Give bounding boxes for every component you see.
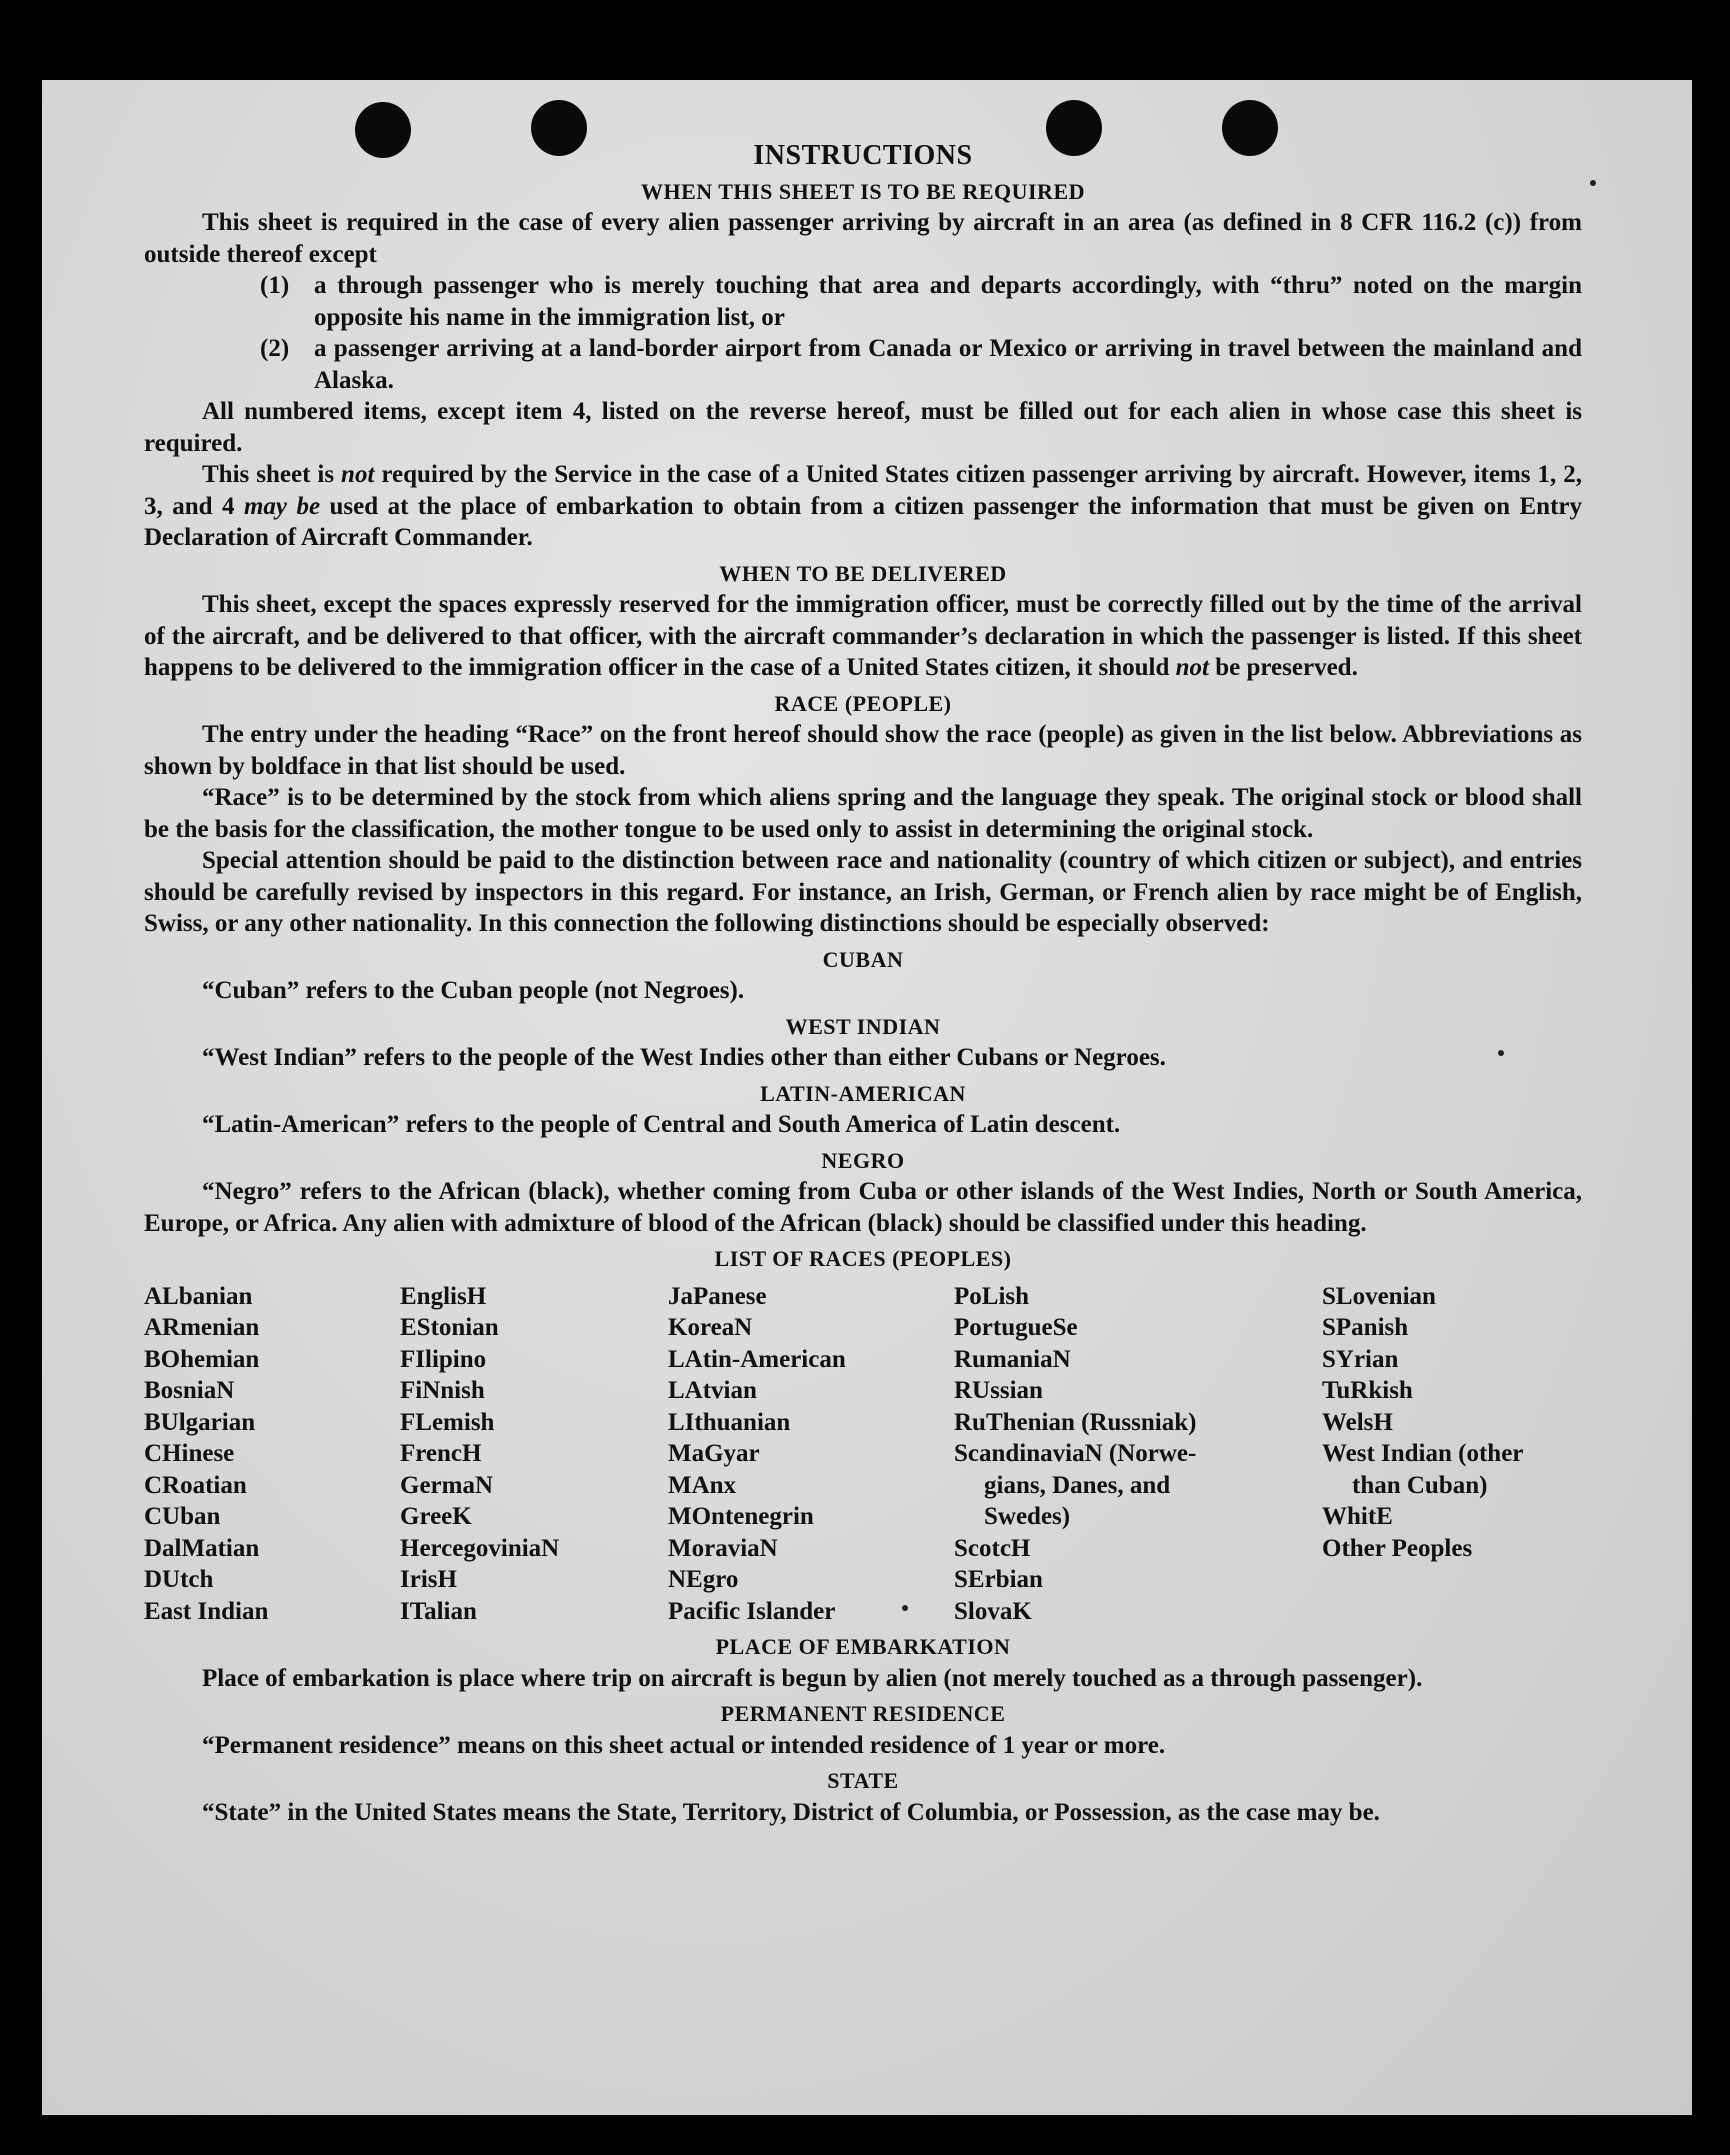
section-heading-race: RACE (PEOPLE) xyxy=(774,690,952,716)
emphasis: not xyxy=(1175,654,1209,681)
race-entry: RumaniaN xyxy=(954,1345,1071,1373)
race-entry: FrencH xyxy=(400,1440,482,1467)
section-heading-state: STATE xyxy=(827,1768,899,1793)
list-item xyxy=(260,333,1582,396)
race-entry: ITalian xyxy=(400,1597,477,1625)
race-entry: RuThenian (Russniak) xyxy=(954,1408,1197,1436)
ink-speck xyxy=(1590,180,1596,186)
section-heading-latin-american: LATIN-AMERICAN xyxy=(760,1080,966,1106)
paragraph: The entry under the heading “Race” on the front hereof should show the race (people) as given in the list below. Abbreviations as shown by boldface in that list should be used. xyxy=(144,721,1582,780)
section-heading-residence: PERMANENT RESIDENCE xyxy=(720,1701,1006,1726)
item-text: a through passenger who is merely touching that area and departs accordingly, with “thru” noted on the margin opposite his name in the immigration list, or xyxy=(314,272,1582,331)
form-sheet xyxy=(42,80,1692,2115)
race-entry: SLovenian xyxy=(1322,1282,1436,1310)
races-column xyxy=(668,1281,954,1628)
paragraph: “Cuban” refers to the Cuban people (not Negroes). xyxy=(202,977,745,1004)
race-entry: TuRkish xyxy=(1322,1377,1413,1404)
race-entry: than Cuban) xyxy=(1352,1471,1488,1499)
race-entry: EnglisH xyxy=(400,1282,487,1310)
race-entry: gians, Danes, and xyxy=(984,1471,1171,1499)
race-entry: East Indian xyxy=(144,1597,269,1625)
race-entry: MAnx xyxy=(668,1471,737,1499)
race-entry: GermaN xyxy=(400,1471,494,1499)
page-title: INSTRUCTIONS xyxy=(753,140,973,171)
paragraph: Special attention should be paid to the distinction between race and nationality (country of which citizen or subject), and entries should be carefully revised by inspectors in this regard. For instance, an Irish, German, or French alien by race might be of English, Swiss, or any other nationality. In this connection the following distinctions should be especially observed: xyxy=(144,847,1582,937)
race-entry: LIthuanian xyxy=(668,1408,791,1436)
races-list xyxy=(144,1281,1582,1628)
race-entry: KoreaN xyxy=(668,1314,753,1341)
races-column xyxy=(400,1281,668,1628)
instructions-content xyxy=(144,140,1582,1828)
item-number: (2) xyxy=(260,335,290,362)
race-entry: GreeK xyxy=(400,1503,472,1530)
race-entry: ARmenian xyxy=(144,1314,260,1341)
paragraph: This sheet is required in the case of every alien passenger arriving by aircraft in an area (as defined in 8 CFR 116.2 (c)) from outside thereof except xyxy=(144,209,1582,268)
race-entry: MoraviaN xyxy=(668,1534,778,1562)
race-entry: SErbian xyxy=(954,1566,1043,1593)
race-entry: DalMatian xyxy=(144,1534,260,1562)
paragraph xyxy=(144,589,1582,684)
text-run: be preserved. xyxy=(1209,654,1358,681)
section-heading-negro: NEGRO xyxy=(821,1147,905,1173)
race-entry: CUban xyxy=(144,1503,221,1530)
section-heading-list-of-races: LIST OF RACES (PEOPLES) xyxy=(714,1246,1012,1271)
race-entry: HercegoviniaN xyxy=(400,1534,560,1562)
paragraph xyxy=(144,459,1582,554)
race-entry: ALbanian xyxy=(144,1282,253,1310)
race-entry: RUssian xyxy=(954,1377,1043,1404)
race-entry: BOhemian xyxy=(144,1345,260,1373)
race-entry: CRoatian xyxy=(144,1471,247,1499)
race-entry: FIlipino xyxy=(400,1345,487,1373)
races-column xyxy=(954,1281,1322,1628)
races-column xyxy=(144,1281,400,1628)
race-entry: PortugueSe xyxy=(954,1314,1078,1341)
race-entry: West Indian (other xyxy=(1322,1440,1524,1467)
section-heading-west-indian: WEST INDIAN xyxy=(785,1013,941,1039)
section-heading-cuban: CUBAN xyxy=(822,946,904,972)
race-entry: MaGyar xyxy=(668,1440,760,1467)
race-entry: PoLish xyxy=(954,1282,1030,1310)
paragraph: “West Indian” refers to the people of the West Indies other than either Cubans or Negroes. xyxy=(202,1044,1166,1071)
text-run: This sheet is xyxy=(202,461,342,488)
race-entry: DUtch xyxy=(144,1566,214,1593)
race-entry: Pacific Islander xyxy=(668,1597,836,1625)
race-entry: MOntenegrin xyxy=(668,1503,814,1530)
race-entry: BosniaN xyxy=(144,1377,235,1404)
race-entry: BUlgarian xyxy=(144,1408,256,1436)
paragraph: “Permanent residence” means on this sheet actual or intended residence of 1 year or more. xyxy=(202,1731,1166,1759)
section-heading-when-delivered: WHEN TO BE DELIVERED xyxy=(719,560,1007,586)
race-entry: JaPanese xyxy=(668,1282,767,1310)
paragraph: “Negro” refers to the African (black), whether coming from Cuba or other islands of the West Indies, North or South America, Europe, or Africa. Any alien with admixture of blood of the African (black) should be classified under this heading. xyxy=(144,1178,1582,1237)
race-entry: WelsH xyxy=(1322,1408,1393,1436)
race-entry: Swedes) xyxy=(984,1503,1071,1530)
race-entry: IrisH xyxy=(400,1566,457,1593)
emphasis: may be xyxy=(243,492,321,520)
race-entry: WhitE xyxy=(1322,1503,1393,1530)
emphasis: not xyxy=(341,461,375,488)
race-entry: SPanish xyxy=(1322,1314,1409,1341)
race-entry: NEgro xyxy=(668,1566,739,1593)
race-entry: CHinese xyxy=(144,1440,235,1467)
race-entry: SlovaK xyxy=(954,1597,1032,1625)
race-entry: LAtvian xyxy=(668,1377,757,1404)
text-run: required by the Service in the case of a United States citizen passenger arriving by aircraft. However, items 1, 2, 3, and 4 xyxy=(144,461,1582,520)
paragraph: “State” in the United States means the State, Territory, District of Columbia, or Possession, as the case may be. xyxy=(202,1798,1380,1826)
race-entry: ScandinaviaN (Norwe- xyxy=(954,1440,1197,1467)
races-column xyxy=(1322,1281,1582,1628)
paragraph: “Race” is to be determined by the stock from which aliens spring and the language they speak. The original stock or blood shall be the basis for the classification, the mother tongue to be used only to assist in determining the original stock. xyxy=(144,784,1582,843)
race-entry: EStonian xyxy=(400,1314,499,1341)
race-entry: FiNnish xyxy=(400,1377,485,1404)
paragraph: “Latin-American” refers to the people of Central and South America of Latin descent. xyxy=(202,1111,1121,1138)
race-entry: ScotcH xyxy=(954,1534,1031,1562)
race-entry: Other Peoples xyxy=(1322,1534,1473,1562)
paragraph: All numbered items, except item 4, listed on the reverse hereof, must be filled out for each alien in whose case this sheet is required. xyxy=(144,398,1582,457)
race-entry: SYrian xyxy=(1322,1345,1399,1373)
item-text: a passenger arriving at a land-border airport from Canada or Mexico or arriving in travel between the mainland and Alaska. xyxy=(314,335,1582,394)
race-entry: FLemish xyxy=(400,1408,495,1436)
paragraph: Place of embarkation is place where trip on aircraft is begun by alien (not merely touched as a through passenger). xyxy=(202,1664,1423,1692)
item-number: (1) xyxy=(260,272,290,299)
text-run: used at the place of embarkation to obtain from a citizen passenger the information that must be given on Entry Declaration of Aircraft Commander. xyxy=(144,492,1582,551)
section-heading-when-required: WHEN THIS SHEET IS TO BE REQUIRED xyxy=(640,178,1086,204)
race-entry: LAtin-American xyxy=(668,1345,846,1373)
section-heading-embarkation: PLACE OF EMBARKATION xyxy=(715,1634,1011,1659)
text-run: This sheet, except the spaces expressly reserved for the immigration officer, must be correctly filled out by the time of the arrival of the aircraft, and be delivered to that officer, with the aircraft commander’s declaration in which the passenger is listed. If this sheet happens to be delivered to the immigration officer in the case of a United States citizen, it should xyxy=(144,591,1582,681)
list-item xyxy=(260,270,1582,333)
